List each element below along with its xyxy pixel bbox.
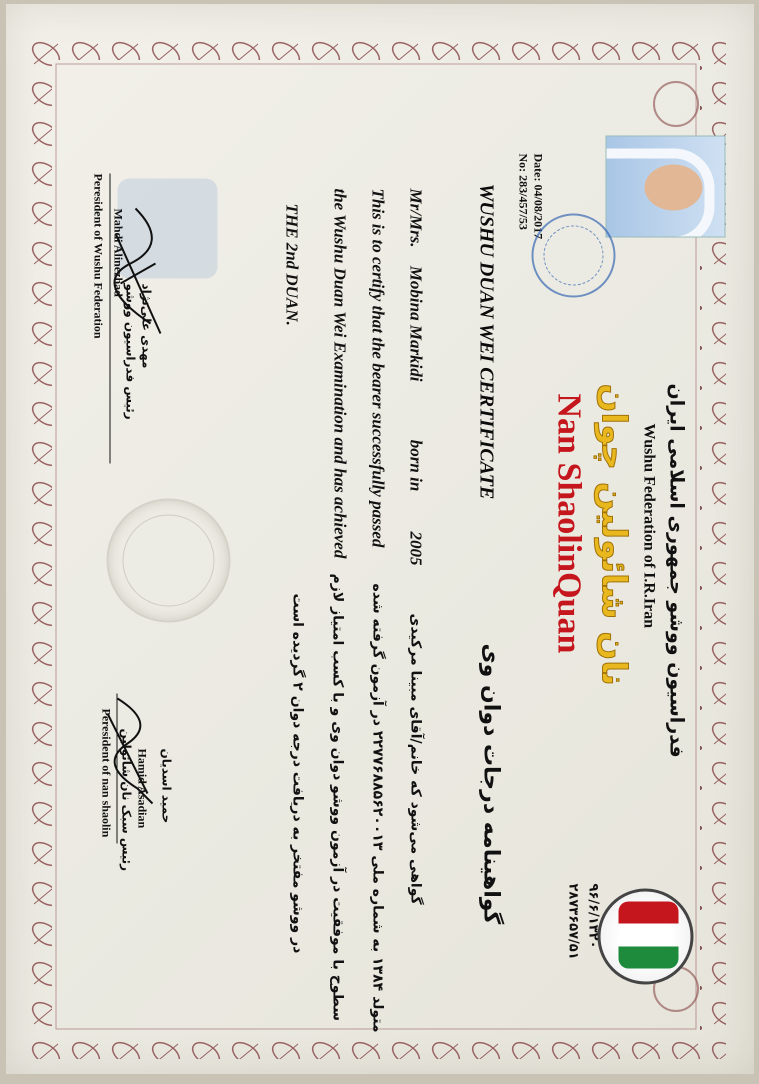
signature-right-name-en: Mahdi Alinezhad — [111, 209, 126, 297]
school-name-fa: نان شائولین چوان — [594, 384, 634, 686]
certificate-title-en: WUSHU DUAN WEI CERTIFICATE — [475, 184, 498, 500]
en-student-name: Mobina Markidi — [407, 266, 426, 382]
signature-left-name-fa: حمید اسدیان — [160, 749, 174, 824]
signature-left-title-fa: رئیس سبک نان شائولین — [120, 729, 134, 872]
left-number: ۲۸۷۳۶۵۷/۵۱ — [566, 884, 581, 960]
federation-name-fa: فدراسیون ووشو جمهوری اسلامی ایران — [666, 384, 688, 758]
photo-scarf-shape — [606, 149, 715, 238]
signature-left-title-en: Peresident of nan shaolin — [99, 709, 114, 838]
certificate-number: No: 283/457/53 — [516, 154, 531, 230]
body-fa-line1: گواهی می‌شود که خانم/آقای مبینا مرکیدی — [408, 614, 424, 905]
federation-logo — [598, 889, 694, 985]
body-en-line3: the Wushu Duan Wei Examination and has achieved — [330, 189, 350, 559]
certificate-content — [7, 4, 759, 1084]
body-fa-line2: متولد ۱۳۸۴ به شماره ملی ۲۲۷۷۶۸۸۵۶۲۰۰۱۳ در آزمون گرفته شده — [370, 584, 386, 1033]
signature-left-name-en: Hamid Asadian — [135, 749, 150, 829]
signature-right-title-en: Peresident of Wushu Federation — [91, 174, 106, 339]
body-en-line1 — [406, 189, 426, 566]
body-en-line4: THE 2nd DUAN. — [282, 204, 302, 326]
embossed-seal — [107, 499, 231, 623]
left-code: ۹۶/۶/۱۳۲۰ — [586, 884, 601, 949]
en-title-prefix: Mr/Mrs. — [407, 189, 426, 248]
stamp-inner-ring — [544, 226, 604, 286]
en-birth-year: 2005 — [407, 532, 426, 566]
certificate-title-fa: گواهینامه درجات دوان وی — [479, 644, 504, 925]
school-name-en: Nan ShaolinQuan — [550, 394, 588, 654]
seal-inner-ring — [123, 515, 215, 607]
body-fa-line3: سطوح با موفقیت در آزمون ووشو دوان وی و با کسب امتیاز لازم — [330, 574, 346, 1022]
body-fa-line4: در ووشو مفتخر به دریافت درجه دوان ۲ گردیده است — [290, 594, 306, 954]
signature-right-name-fa: مهدی علی‌نژاد — [140, 284, 154, 369]
logo-flag-green — [619, 947, 679, 969]
logo-flag-red — [619, 902, 679, 924]
signature-left-line — [117, 694, 118, 844]
en-born: born in — [407, 440, 426, 492]
federation-name-en: Wushu Federation of I.R.Iran — [640, 424, 658, 629]
body-en-line2: This is to certify that the bearer successfully passed — [368, 189, 388, 548]
signature-right-line — [110, 174, 111, 464]
student-photo — [606, 136, 726, 238]
federation-stamp — [532, 214, 616, 298]
certificate-paper — [6, 4, 754, 1074]
certificate-date: Date: 04/08/2017 — [531, 154, 546, 240]
signature-right-title-fa: رئیس فدراسیون ووشو — [124, 284, 138, 420]
